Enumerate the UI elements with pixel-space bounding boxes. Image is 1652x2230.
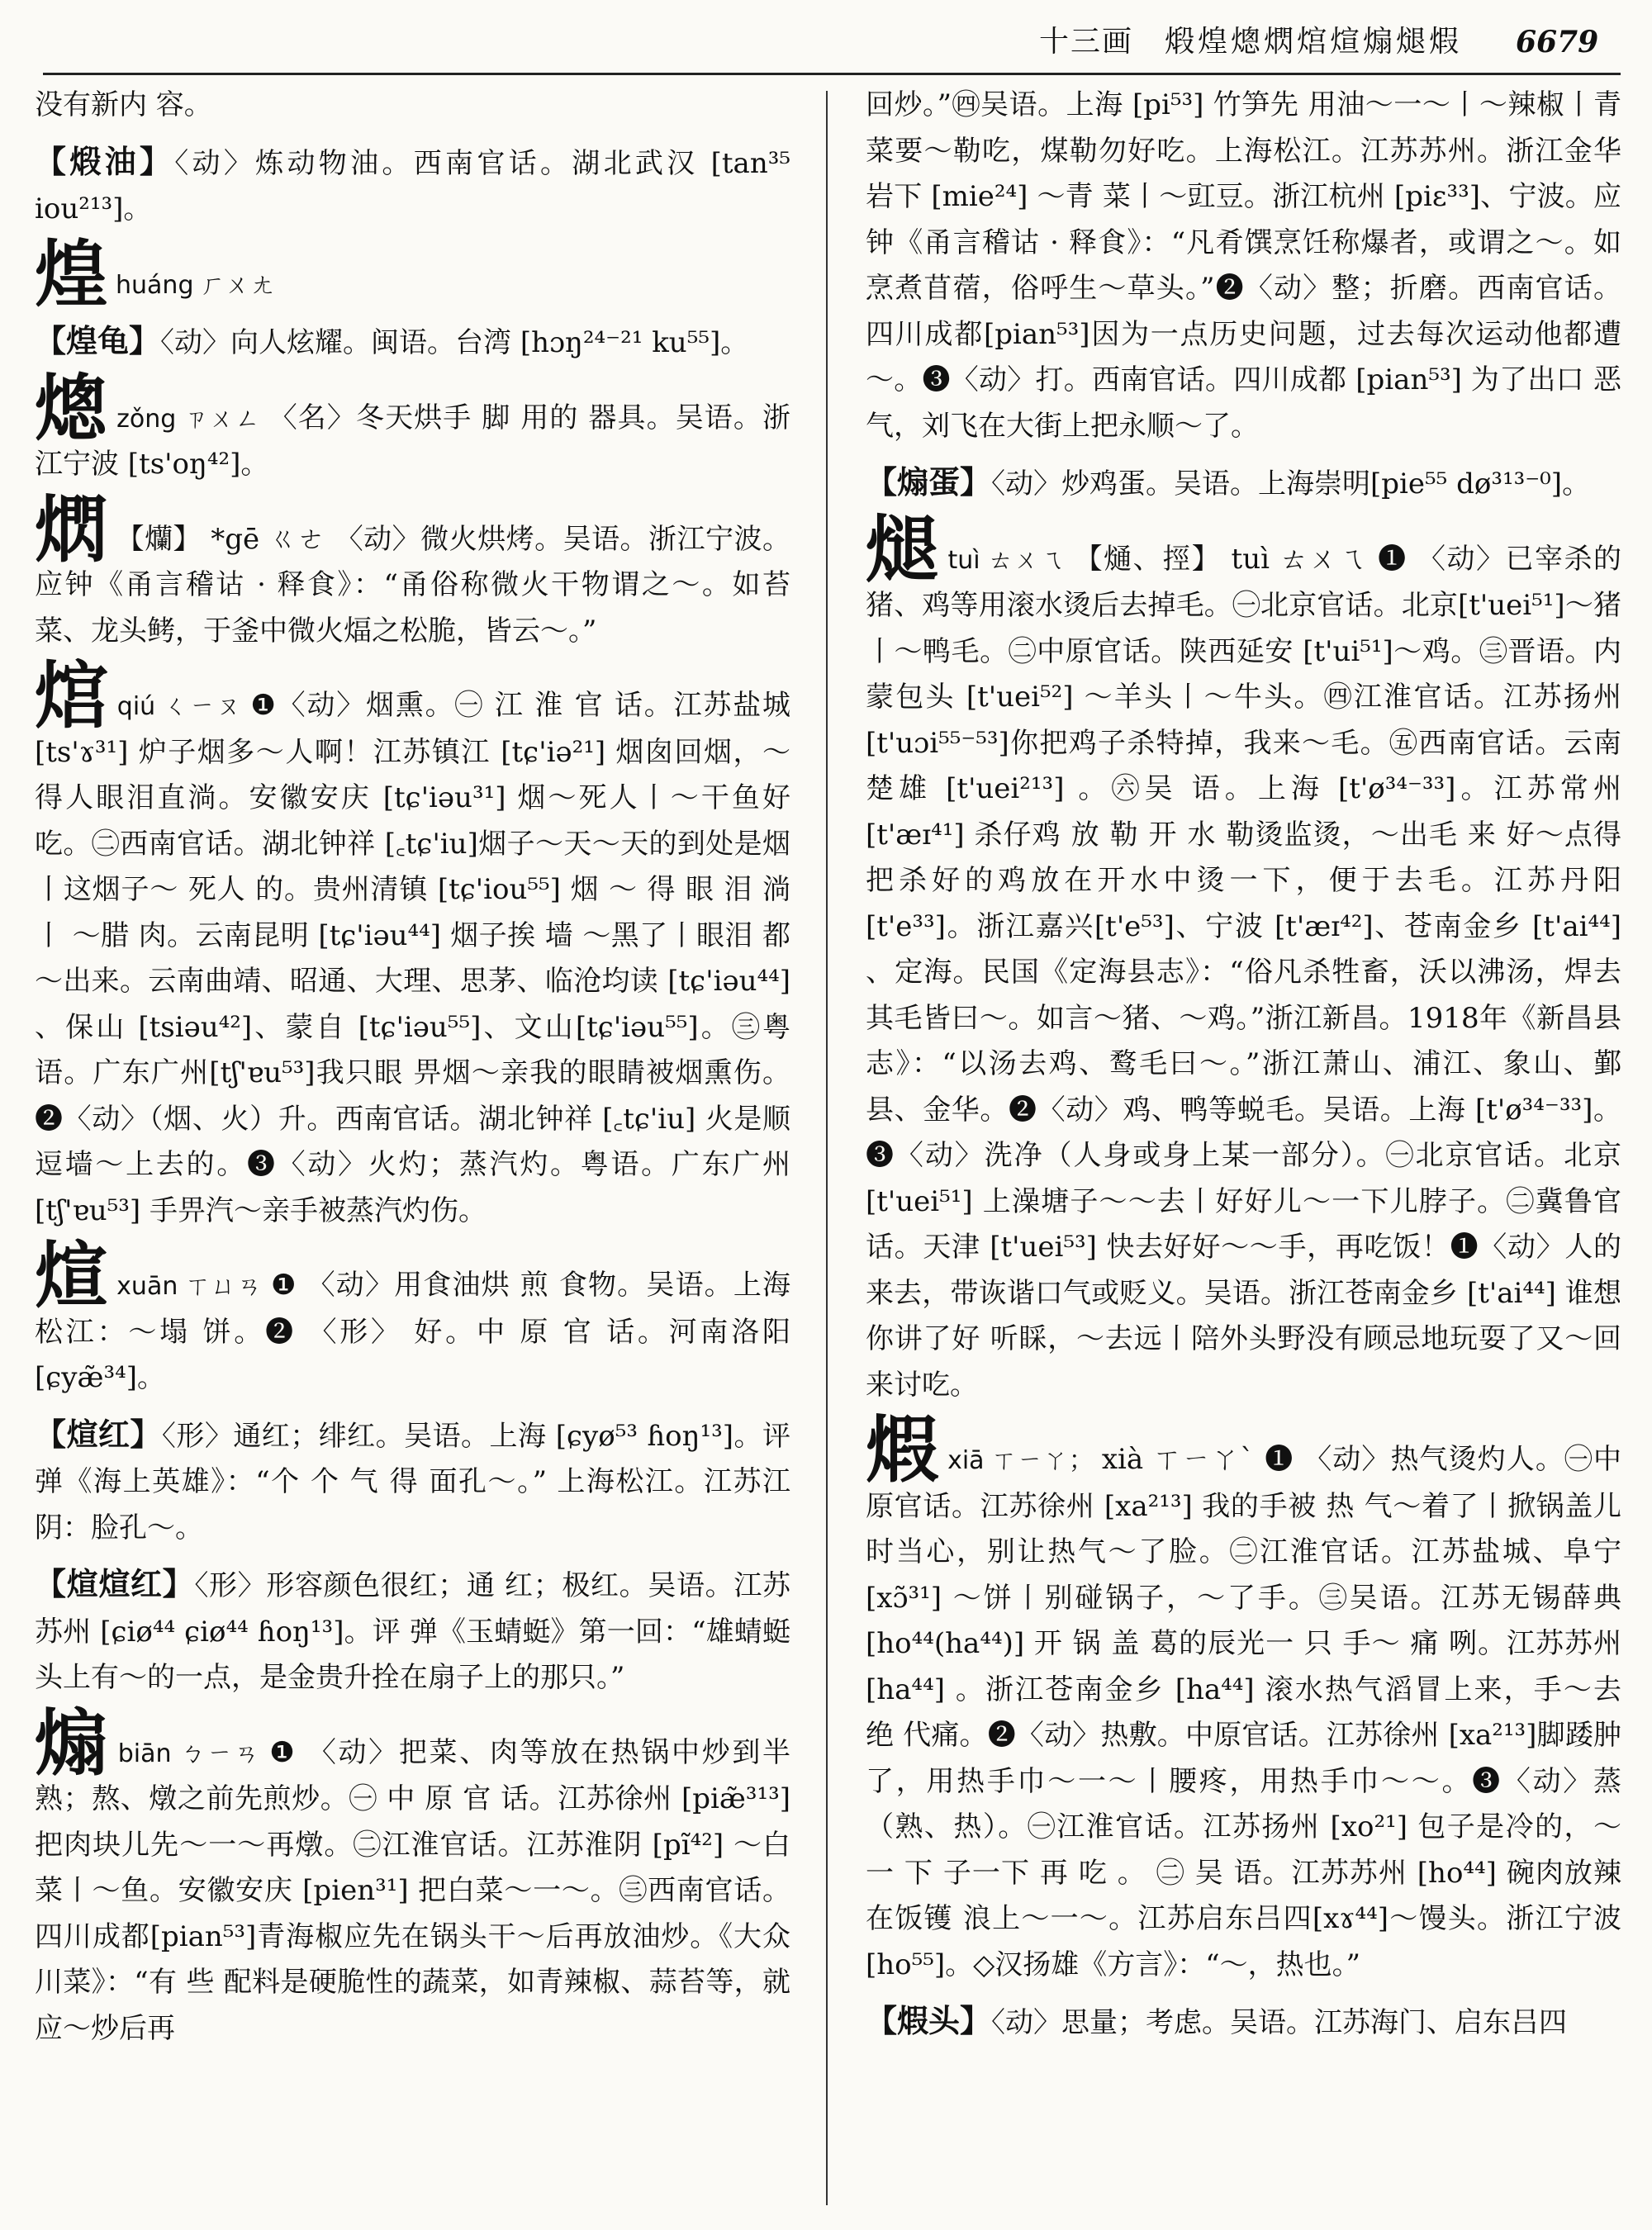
header-section: 十三画 bbox=[1039, 25, 1134, 59]
pinyin: tuì bbox=[947, 545, 980, 575]
headword-character: 煺 bbox=[866, 506, 940, 592]
pinyin: zǒng bbox=[116, 404, 177, 434]
headword-character: 熜 bbox=[35, 365, 109, 451]
entry-text: 【熥、挳】 tuì ㄊㄨㄟ ❶ 〈动〉已宰杀的猪、鸡等用滚水烫后去掉毛。㊀北京官话。北京[t'uei⁵¹]～猪丨～鸭毛。㊁中原官话。陕西延安 [t'ui⁵¹]～鸡。㊂晋语。内蒙包头 [t'uei⁵²] ～羊头丨～牛头。㊃江淮官话。江苏扬州[t'uɔi⁵⁵⁻⁵³]你把鸡子杀特掉，我来～毛。㊄西南官话。云南楚雄 [t'uei²¹³] 。㊅吴 语。上海 [t'ø³⁴⁻³³]。江苏常州 [t'æɪ⁴¹] 杀仔鸡 放 勒 开 水 勒烫监烫，～出毛 来 好～点得把杀好的鸡放在开水中烫一下，便于去毛。江苏丹阳 [t'e³³]。浙江嘉兴[t'e⁵³]、宁波 [t'æɪ⁴²]、苍南金乡 [t'ai⁴⁴] 、定海。民国《定海县志》：“俗凡杀牲畜，沃以沸汤，焊去其毛皆曰～。如言～猪、～鸡。”浙江新昌。1918年《新昌县志》：“以汤去鸡、鹜毛曰～。”浙江萧山、浦江、象山、鄞县、金华。❷〈动〉鸡、鸭等蜕毛。吴语。上海 [t'ø³⁴⁻³³]。❸〈动〉洗净（人身或身上某一部分）。㊀北京官话。北京 [t'uei⁵¹] 上澡塘子～～去丨好好儿～一下儿脖子。㊁冀鲁官话。天津 [t'uei⁵³] 快去好好～～手，再吃饭！❶〈动〉人的来去，带诙谐口气或贬义。吴语。浙江苍南金乡 [t'ai⁴⁴] 谁想你讲了好 听睬，～去远丨陪外头野没有顾忌地玩耍了又～回来讨吃。 bbox=[866, 542, 1621, 1402]
headword-character: 煌 bbox=[35, 231, 108, 317]
sub-entry-headword: 【煌龟】 bbox=[35, 322, 161, 359]
char-entry bbox=[35, 231, 790, 317]
entry-text: 〈动〉思量；考虑。吴语。江苏海门、启东吕四 bbox=[991, 2006, 1568, 2039]
zhuyin: ㄗㄨㄥ bbox=[183, 404, 261, 434]
pinyin: biān bbox=[117, 1739, 172, 1768]
sub-entry bbox=[35, 318, 790, 367]
entry-text: 〈动〉向人炫耀。闽语。台湾 [hɔŋ²⁴⁻²¹ ku⁵⁵]。 bbox=[160, 326, 749, 359]
sub-entry-headword: 【煆头】 bbox=[866, 2002, 992, 2039]
entry-text: 〈动〉炼动物油。西南官话。湖北武汉 [tan³⁵ iou²¹³]。 bbox=[35, 146, 790, 225]
zhuyin: ㄏㄨㄤ bbox=[200, 270, 275, 300]
char-entry bbox=[35, 1700, 790, 2052]
entry-text: 没有新内 容。 bbox=[35, 88, 212, 121]
right-column bbox=[866, 83, 1621, 2047]
headword-character: 熍 bbox=[35, 653, 109, 738]
entry-text: ❶〈动〉烟熏。㊀ 江 淮 官 话。江苏盐城 [ts'ɤ³¹] 炉子烟多～人啊！江苏镇江 [tɕ'iə²¹] 烟囱回烟，～得人眼泪直淌。安徽安庆 [tɕ'iəu³¹] 烟～死人丨～干鱼好吃。㊁西南官话。湖北钟祥 [꜀tɕ'iu]烟子～天～天的到处是烟丨这烟子～ 死人 的。贵州清镇 [tɕ'iou⁵⁵] 烟 ～ 得 眼 泪 淌丨 ～腊 肉。云南昆明 [tɕ'iəu⁴⁴] 烟子挨 墙 ～黑了丨眼泪 都～出来。云南曲靖、昭通、大理、思茅、临沧均读 [tɕ'iəu⁴⁴] 、保山 [tsiəu⁴²]、蒙自 [tɕ'iəu⁵⁵]、文山[tɕ'iəu⁵⁵]。㊂粤语。广东广州[tʃ'ɐu⁵³]我只眼 畀烟～亲我的眼睛被烟熏伤。❷〈动〉（烟、火）升。西南官话。湖北钟祥 [꜀tɕ'iu] 火是顺逗墙～上去的。❸〈动〉火灼；蒸汽灼。粤语。广东广州 [tʃ'ɐu⁵³] 手畀汽～亲手被蒸汽灼伤。 bbox=[35, 689, 790, 1227]
sub-entry bbox=[866, 459, 1621, 508]
entry-text: ❶ 〈动〉把菜、肉等放在热锅中炒到半熟；熬、燉之前先煎炒。㊀ 中 原 官 话。江苏徐州 [piæ̃³¹³] 把肉块儿先～一～再燉。㊁江淮官话。江苏淮阴 [pĩ⁴²] ～白菜丨～鱼。安徽安庆 [pien³¹] 把白菜～一～。㊂西南官话。四川成都[pian⁵³]青海椒应先在锅头干～后再放油炒。《大众川菜》：“有 些 配料是硬脆性的蔬菜，如青辣椒、蒜苔等，就应～炒后再 bbox=[35, 1735, 790, 2045]
headword-character: 煽 bbox=[35, 1700, 110, 1786]
header-characters: 煅煌熜熌熍煊煽煺煆 bbox=[1165, 25, 1463, 59]
zhuyin: ㄊㄨㄟ bbox=[986, 545, 1066, 575]
headword-character: 煆 bbox=[866, 1407, 940, 1492]
entry-text: 〈形〉通红；绯红。吴语。上海 [ɕyø⁵³ ɦoŋ¹³]。评弹《海上英雄》：“个 个 气 得 面孔～。” 上海松江。江苏江阴：脸孔～。 bbox=[35, 1419, 790, 1544]
sub-entry-headword: 【煅油】 bbox=[35, 142, 175, 180]
sub-entry-headword: 【煽蛋】 bbox=[866, 463, 992, 501]
entry-text: xià ㄒㄧㄚˋ ❶ 〈动〉热气烫灼人。㊀中原官话。江苏徐州 [xa²¹³] 我的手被 热 气～着了丨掀锅盖儿时当心，别让热气～了脸。㊁江淮官话。江苏盐城、阜宁 [xɔ̃³¹] ～饼丨别碰锅子，～了手。㊂吴语。江苏无锡薛典 [ho⁴⁴(ha⁴⁴)] 开 锅 盖 葛的辰光一 只 手～ 痛 咧。江苏苏州 [ha⁴⁴] 。浙江苍南金乡 [ha⁴⁴] 滚水热气滔冒上来，手～去 绝 代痛。❷〈动〉热敷。中原官话。江苏徐州 [xa²¹³]脚踒肿了，用热手巾～一～丨腰疼，用热手巾～～。❸〈动〉蒸（熟、热）。㊀江淮官话。江苏扬州 [xo²¹] 包子是冷的，～ 一 下 子一下 再 吃 。 ㊁ 吴 语。江苏苏州 [ho⁴⁴] 碗肉放辣在饭镬 浪上～一～。江苏启东吕四[xɤ⁴⁴]～馒头。浙江宁波[ho⁵⁵]。◇汉扬雄《方言》：“～，热也。” bbox=[866, 1443, 1621, 1981]
pinyin: xiā bbox=[947, 1446, 985, 1475]
entry-text: 〈名〉冬天烘手 脚 用的 器具。吴语。浙江宁波 [ts'oŋ⁴²]。 bbox=[35, 401, 791, 481]
char-entry bbox=[35, 486, 790, 655]
entry-text: 回炒。”㊃吴语。上海 [pi⁵³] 竹笋先 用油～一～丨～辣椒丨青菜要～勒吃，煤勒勿好吃。上海松江。江苏苏州。浙江金华岩下 [mie²⁴] ～青 菜丨～豇豆。浙江杭州 [piɛ³³]、宁波。应钟《甬言稽诂 · 释食》：“凡肴馔烹饪称爆者，或谓之～。如烹煮苜蓿，俗呼生～草头。”❷〈动〉整；折磨。西南官话。四川成都[pian⁵³]因为一点历史问题，过去每次运动他都遭～。❸〈动〉打。西南官话。四川成都 [pian⁵³] 为了出口 恶气，刘飞在大街上把永顺～了。 bbox=[866, 88, 1621, 443]
zhuyin: ㄒㄩㄢ bbox=[184, 1272, 263, 1301]
zhuyin: ㄑㄧㄡ bbox=[162, 692, 243, 721]
zhuyin: ㄅㄧㄢ bbox=[178, 1739, 262, 1768]
page-number: 6679 bbox=[1516, 25, 1599, 59]
char-entry bbox=[35, 653, 790, 1234]
headword-character: 熌 bbox=[35, 486, 108, 572]
header-rule bbox=[43, 73, 1621, 75]
entry-text: 〈动〉炒鸡蛋。吴语。上海崇明[pie⁵⁵ dø³¹³⁻⁰]。 bbox=[991, 467, 1591, 501]
entry-continuation bbox=[866, 83, 1621, 449]
left-column bbox=[35, 83, 790, 2052]
char-entry bbox=[866, 1407, 1621, 1988]
entry-continuation bbox=[35, 83, 790, 129]
sub-entry-headword: 【煊煊红】 bbox=[35, 1565, 195, 1602]
headword-character: 煊 bbox=[35, 1233, 109, 1318]
char-entry bbox=[866, 506, 1621, 1409]
entry-text: ❶ 〈动〉用食油烘 煎 食物。吴语。上海松江：～塌 饼。❷ 〈形〉 好。中 原 官 话。河南洛阳 [ɕyæ̃³⁴]。 bbox=[35, 1269, 790, 1394]
zhuyin: ㄒㄧㄚ； bbox=[990, 1446, 1094, 1475]
char-entry bbox=[35, 1233, 790, 1402]
column-divider bbox=[826, 91, 828, 2205]
entry-text: 【爤】 *gē ㄍㄜ 〈动〉微火烘烤。吴语。浙江宁波。应钟《甬言稽诂 · 释食》：“甬俗称微火干物谓之～。如苔菜、龙头鲓，于釜中微火煏之松脆，皆云～。” bbox=[35, 522, 790, 648]
char-entry bbox=[35, 365, 791, 488]
sub-entry bbox=[35, 1561, 790, 1701]
sub-entry bbox=[35, 1412, 790, 1552]
entry-text: 〈形〉形容颜色很红；通 红；极红。吴语。江苏苏州 [ɕiø⁴⁴ ɕiø⁴⁴ ɦoŋ¹³]。评 弹《玉蜻蜓》第一回：“雄蜻蜓头上有～的一点，是金贵升拴在扇子上的那只。” bbox=[35, 1569, 790, 1694]
sub-entry bbox=[35, 139, 790, 233]
pinyin: xuān bbox=[116, 1272, 178, 1301]
sub-entry-headword: 【煊红】 bbox=[35, 1415, 162, 1453]
pinyin: qiú bbox=[116, 692, 156, 721]
page-header bbox=[0, 18, 1611, 66]
pinyin: huáng bbox=[116, 270, 194, 300]
sub-entry bbox=[866, 1998, 1621, 2047]
